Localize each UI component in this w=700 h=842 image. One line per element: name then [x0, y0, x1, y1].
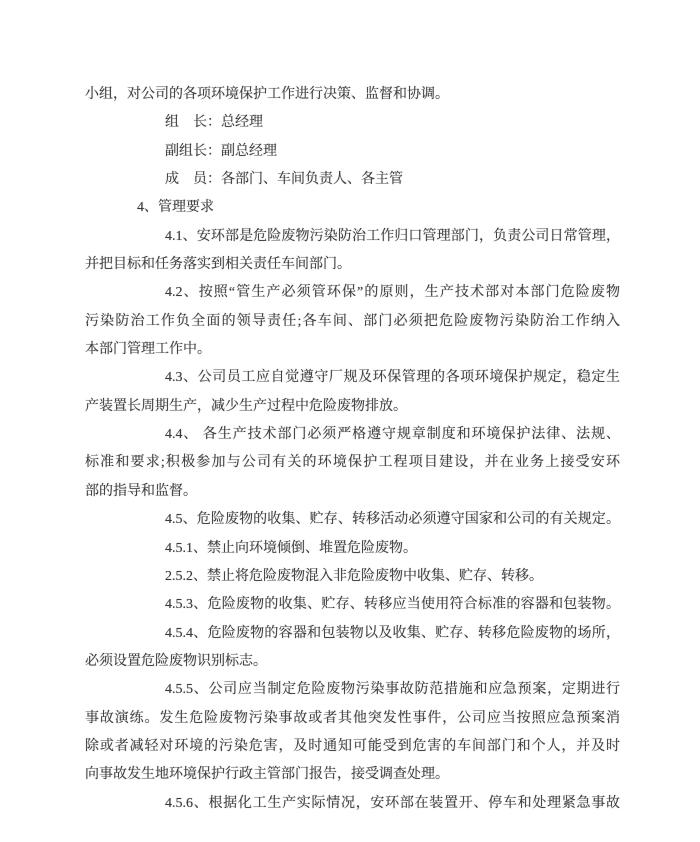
text-line: 4.5.6、根据化工生产实际情况，安环部在装置开、停车和处理紧急事故: [165, 795, 620, 811]
text-line: 4.5、危险废物的收集、贮存、转移活动必须遵守国家和公司的有关规定。: [165, 512, 620, 528]
text-line: 污染防治工作负全面的领导责任;各车间、部门必须把危险废物污染防治工作纳入: [85, 313, 620, 329]
text-line: 4、管理要求: [137, 200, 214, 216]
text-line: 2.5.2、禁止将危险废物混入非危险废物中收集、贮存、转移。: [165, 568, 543, 584]
text-line: 除或者减轻对环境的污染危害，及时通知可能受到危害的车间部门和个人，并及时: [85, 738, 620, 754]
text-line: 必须设置危险废物识别标志。: [85, 653, 267, 669]
text-line: 事故演练。发生危险废物污染事故或者其他突发性事件，公司应当按照应急预案消: [85, 710, 620, 726]
text-line: 4.4、 各生产技术部门必须严格遵守规章制度和环境保护法律、法规、: [165, 427, 620, 443]
text-line: 小组，对公司的各项环境保护工作进行决策、监督和协调。: [85, 87, 449, 102]
text-line: 4.5.1、禁止向环境倾倒、堆置危险废物。: [165, 540, 417, 556]
text-line: 4.2、按照“管生产必须管环保”的原则，生产技术部对本部门危险废物: [165, 285, 620, 301]
text-line: 向事故发生地环境保护行政主管部门报告，接受调查处理。: [85, 767, 449, 783]
text-line: 部的指导和监督。: [85, 483, 197, 499]
text-line: 组 长：总经理: [165, 115, 263, 131]
text-line: 4.5.3、危险废物的收集、贮存、转移应当使用符合标准的容器和包装物。: [165, 597, 620, 613]
text-line: 产装置长周期生产，减少生产过程中危险废物排放。: [85, 398, 407, 414]
text-line: 4.1、安环部是危险废物污染防治工作归口管理部门，负责公司日常管理，: [165, 228, 620, 244]
text-line: 并把目标和任务落实到相关责任车间部门。: [85, 257, 351, 273]
text-line: 4.5.4、危险废物的容器和包装物以及收集、贮存、转移危险废物的场所，: [165, 625, 620, 641]
text-line: 副组长：副总经理: [165, 143, 277, 159]
text-line: 4.5.5、公司应当制定危险废物污染事故防范措施和应急预案，定期进行: [165, 682, 620, 698]
text-line: 标准和要求;积极参加与公司有关的环境保护工程项目建设，并在业务上接受安环: [85, 455, 620, 471]
document-text-block: [85, 81, 620, 818]
text-line: 成 员：各部门、车间负责人、各主管: [165, 172, 403, 188]
text-line: 本部门管理工作中。: [85, 342, 211, 358]
text-line: 4.3、公司员工应自觉遵守厂规及环保管理的各项环境保护规定，稳定生: [165, 370, 620, 386]
